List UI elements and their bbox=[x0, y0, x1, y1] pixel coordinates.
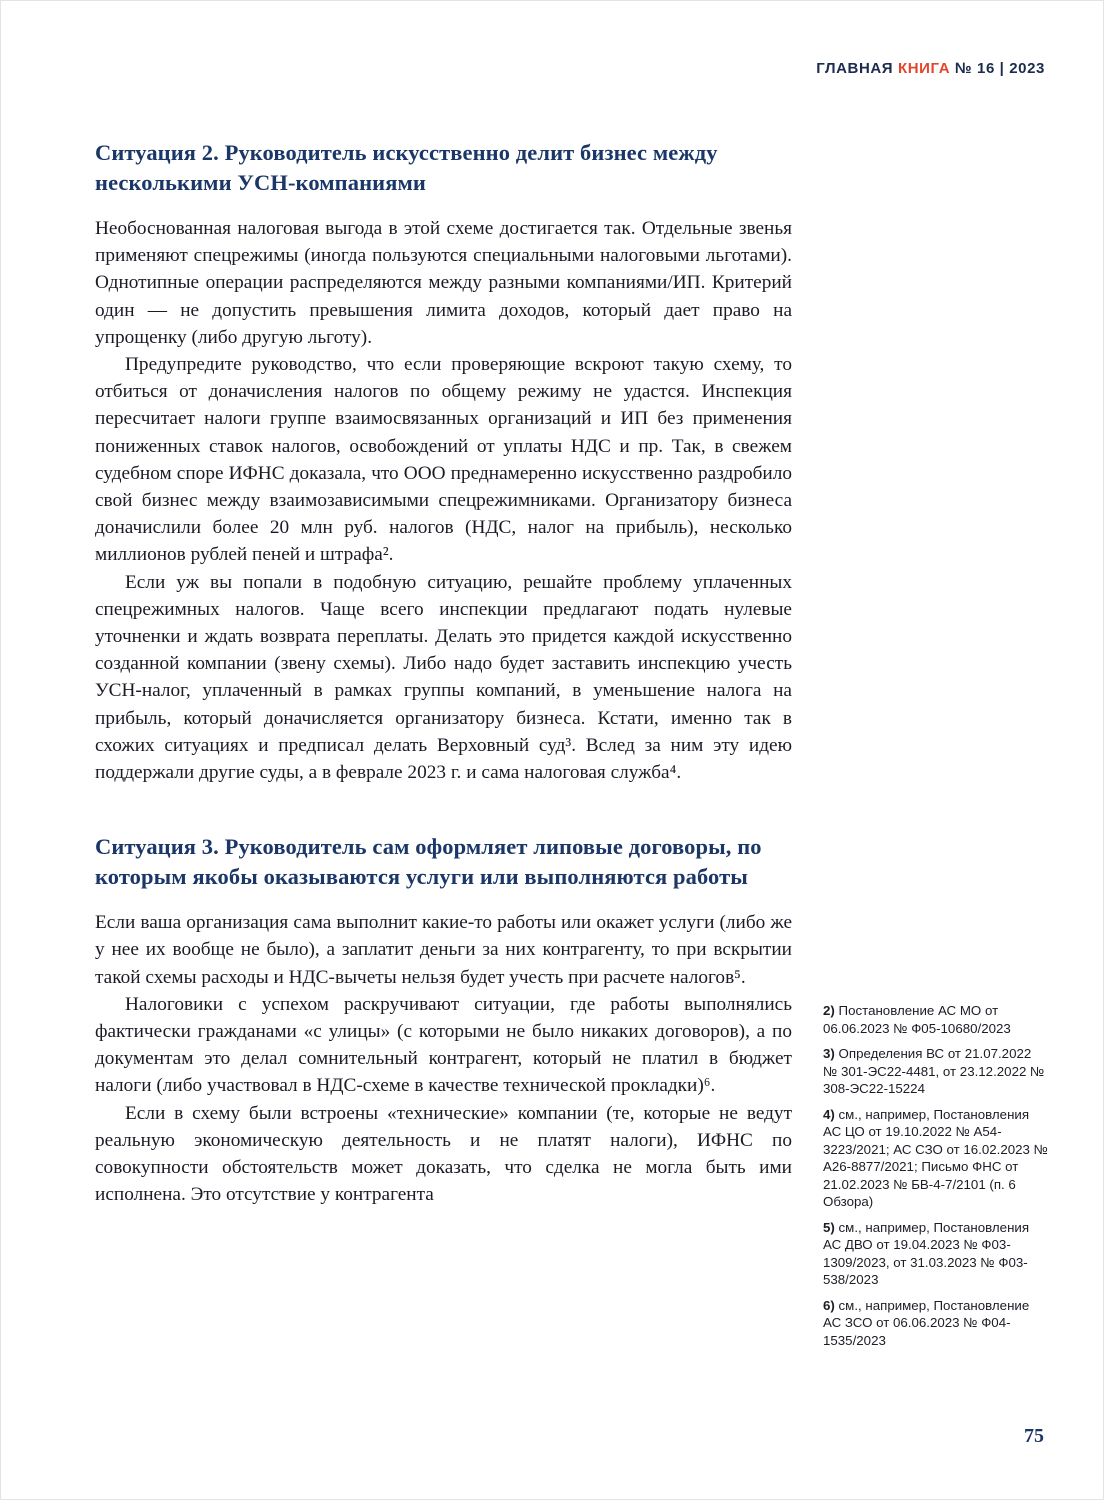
paragraph: Если ваша организация сама выполнит какие-то работы или окажет услуги (либо же у нее их вообще не было), а заплатит деньги за них контрагенту, то при вскрытии такой схемы расходы и НДС-вычеты нельзя будет учесть при расчете налогов⁵. bbox=[95, 912, 792, 988]
footnotes-sidebar bbox=[823, 1002, 1048, 1357]
footnote-text: см., например, Постановление АС ЗСО от 06.06.2023 № Ф04-1535/2023 bbox=[823, 1297, 1030, 1348]
section-heading-situation-2: Ситуация 2. Руководитель искусственно делит бизнес между несколькими УСН-компаниями bbox=[95, 140, 718, 195]
footnote-number: 5) bbox=[823, 1219, 835, 1235]
main-column bbox=[95, 138, 792, 1209]
footnote-6 bbox=[823, 1297, 1048, 1350]
footnote-2 bbox=[823, 1002, 1048, 1037]
footnote-number: 3) bbox=[823, 1046, 835, 1061]
page-header bbox=[816, 60, 1045, 77]
footnote-5 bbox=[823, 1219, 1048, 1289]
issue-number: № 16 | 2023 bbox=[954, 60, 1045, 77]
page-number: 75 bbox=[1024, 1425, 1044, 1447]
paragraph: Налоговики с успехом раскручивают ситуации, где работы выполнялись фактически гражданами «с улицы» (с которыми не было никаких договоров), а по документам это делал сомнительный контрагент, который не платил в бюджет налоги (либо участвовал в НДС-схеме в качестве технической прокладки)⁶. bbox=[95, 993, 792, 1097]
paragraph: Предупредите руководство, что если проверяющие вскроют такую схему, то отбиться от доначисления налогов по общему режиму не удастся. Инспекция пересчитает налоги группе взаимосвязанных организаций и ИП без применения пониженных ставок налогов, освобождений от уплаты НДС и пр. Так, в свежем судебном споре ИФНС доказала, что ООО преднамеренно искусственно раздробило свой бизнес между взаимозависимыми спецрежимниками. Организатору бизнеса доначислили более 20 млн руб. налогов (НДС, налог на прибыль), несколько миллионов рублей пеней и штрафа². bbox=[95, 354, 792, 566]
footnote-4 bbox=[823, 1106, 1048, 1211]
footnote-number: 2) bbox=[823, 1003, 835, 1018]
brand-glavnaya: ГЛАВНАЯ bbox=[816, 60, 894, 77]
footnote-text: Определения ВС от 21.07.2022 № 301-ЭС22-4481, от 23.12.2022 № 308-ЭС22-15224 bbox=[823, 1046, 1045, 1096]
brand-kniga: КНИГА bbox=[897, 60, 951, 77]
footnote-text: см., например, Постановления АС ДВО от 19.04.2023 № Ф03-1309/2023, от 31.03.2023 № Ф03-538/2023 bbox=[823, 1219, 1030, 1287]
section-situation-3 bbox=[95, 832, 792, 1208]
footnote-3 bbox=[823, 1045, 1048, 1098]
footnote-number: 6) bbox=[823, 1297, 835, 1313]
section-heading-situation-3: Ситуация 3. Руководитель сам оформляет липовые договоры, по которым якобы оказываются услуги или выполняются работы bbox=[95, 834, 762, 890]
paragraph: Необоснованная налоговая выгода в этой схеме достигается так. Отдельные звенья применяют спецрежимы (иногда пользуются специальными налоговыми льготами). Однотипные операции распределяются между разными компаниями/ИП. Критерий один — не допустить превышения лимита доходов, который дает право на упрощенку (либо другую льготу). bbox=[95, 218, 792, 348]
paragraph: Если уж вы попали в подобную ситуацию, решайте проблему уплаченных спецрежимных налогов. Чаще всего инспекции предлагают подать нулевые уточненки и ждать возврата переплаты. Делать это придется каждой искусственно созданной компании (звену схемы). Либо надо будет заставить инспекцию учесть УСН-налог, уплаченный в рамках группы компаний, в уменьшение налога на прибыль, который доначисляется организатору бизнеса. Кстати, именно так в схожих ситуациях и предписал делать Верховный суд³. Вслед за ним эту идею поддержали другие суды, а в феврале 2023 г. и сама налоговая служба⁴. bbox=[95, 571, 792, 784]
footnote-number: 4) bbox=[823, 1106, 835, 1122]
paragraph: Если в схему были встроены «технические» компании (те, которые не ведут реальную экономическую деятельность и не платят налоги), ИФНС по совокупности обстоятельств может доказать, что сделка не могла быть ими исполнена. Это отсутствие у контрагента bbox=[95, 1102, 792, 1206]
footnote-text: см., например, Постановления АС ЦО от 19.10.2022 № А54-3223/2021; АС СЗО от 16.02.2023 № А26-8877/2021; Письмо ФНС от 21.02.2023 № БВ-4-7/2101 (п. 6 Обзора) bbox=[823, 1106, 1048, 1209]
section-situation-2 bbox=[95, 138, 792, 786]
footnote-text: Постановление АС МО от 06.06.2023 № Ф05-10680/2023 bbox=[823, 1003, 1011, 1036]
